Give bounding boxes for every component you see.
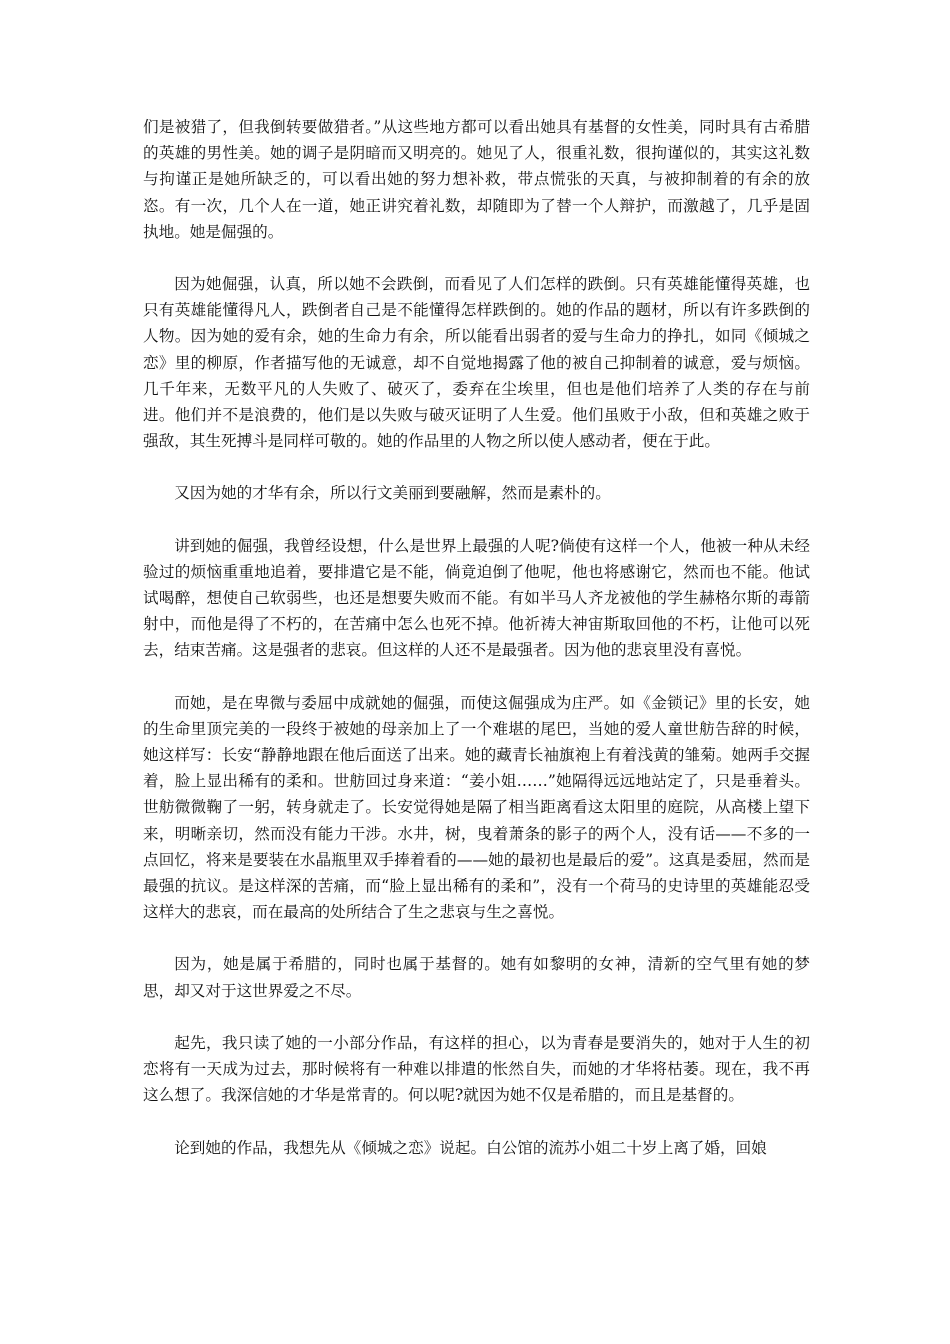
paragraph-4: 讲到她的倔强，我曾经设想，什么是世界上最强的人呢?倘使有这样一个人，他被一种从未经验过的烦恼重重地追着，要排遣它是不能，倘竟迫倒了他呢，他也将感谢它，然而也不能。他试试喝醉，想使自己软弱些，也还是想要失败而不能。有如半马人齐龙被他的学生赫格尔斯的毒箭射中，而他是得了不朽的，在苦痛中怎么也死不掉。他祈祷大神宙斯取回他的不朽，让他可以死去，结束苦痛。这是强者的悲哀。但这样的人还不是最强者。因为他的悲哀里没有喜悦。 [143,536,810,660]
paragraph-5: 而她，是在卑微与委屈中成就她的倔强，而使这倔强成为庄严。如《金锁记》里的长安，她的生命里顶完美的一段终于被她的母亲加上了一个难堪的尾巴，当她的爱人童世舫告辞的时候，她这样写：长安“静静地跟在他后面送了出来。她的藏青长袖旗袍上有着浅黄的雏菊。她两手交握着，脸上显出稀有的柔和。世舫回过身来道：“姜小姐……”她隔得远远地站定了，只是垂着头。世舫微微鞠了一躬，转身就走了。长安觉得她是隔了相当距离看这太阳里的庭院，从高楼上望下来，明晰亲切，然而没有能力干涉。水井，树，曳着萧条的影子的两个人，没有话——不多的一点回忆，将来是要装在水晶瓶里双手捧着看的——她的最初也是最后的爱”。这真是委屈，然而是最强的抗议。是这样深的苦痛，而“脸上显出稀有的柔和”，没有一个荷马的史诗里的英雄能忍受这样大的悲哀，而在最高的处所结合了生之悲哀与生之喜悦。 [143,693,810,922]
paragraph-1: 们是被猎了，但我倒转要做猎者。”从这些地方都可以看出她具有基督的女性美，同时具有古希腊的英雄的男性美。她的调子是阴暗而又明亮的。她见了人，很重礼数，很拘谨似的，其实这礼数与拘谨正是她所缺乏的，可以看出她的努力想补救，带点慌张的天真，与被抑制着的有余的放恣。有一次，几个人在一道，她正讲究着礼数，却随即为了替一个人辩护，而激越了，几乎是固执地。她是倔强的。 [143,118,810,241]
document-body [143,114,810,1161]
paragraph-6: 因为，她是属于希腊的，同时也属于基督的。她有如黎明的女神，清新的空气里有她的梦思，却又对于这世界爱之不尽。 [143,955,810,1000]
paragraph-3: 又因为她的才华有余，所以行文美丽到要融解，然而是素朴的。 [174,484,611,503]
paragraph-7: 起先，我只读了她的一小部分作品，有这样的担心，以为青春是要消失的，她对于人生的初恋将有一天成为过去，那时候将有一种难以排遣的怅然自失，而她的才华将枯萎。现在，我不再这么想了。我深信她的才华是常青的。何以呢?就因为她不仅是希腊的，而且是基督的。 [143,1033,810,1105]
paragraph-2: 因为她倔强，认真，所以她不会跌倒，而看见了人们怎样的跌倒。只有英雄能懂得英雄，也只有英雄能懂得凡人，跌倒者自己是不能懂得怎样跌倒的。她的作品的题材，所以有许多跌倒的人物。因为她的爱有余，她的生命力有余，所以能看出弱者的爱与生命力的挣扎，如同《倾城之恋》里的柳原，作者描写他的无诚意，却不自觉地揭露了他的被自己抑制着的诚意，爱与烦恼。几千年来，无数平凡的人失败了、破灭了，委弃在尘埃里，但也是他们培养了人类的存在与前进。他们并不是浪费的，他们是以失败与破灭证明了人生爱。他们虽败于小敌，但和英雄之败于强敌，其生死搏斗是同样可敬的。她的作品里的人物之所以使人感动者，便在于此。 [143,275,810,451]
paragraph-8: 论到她的作品，我想先从《倾城之恋》说起。白公馆的流苏小姐二十岁上离了婚，回娘 [174,1138,767,1157]
